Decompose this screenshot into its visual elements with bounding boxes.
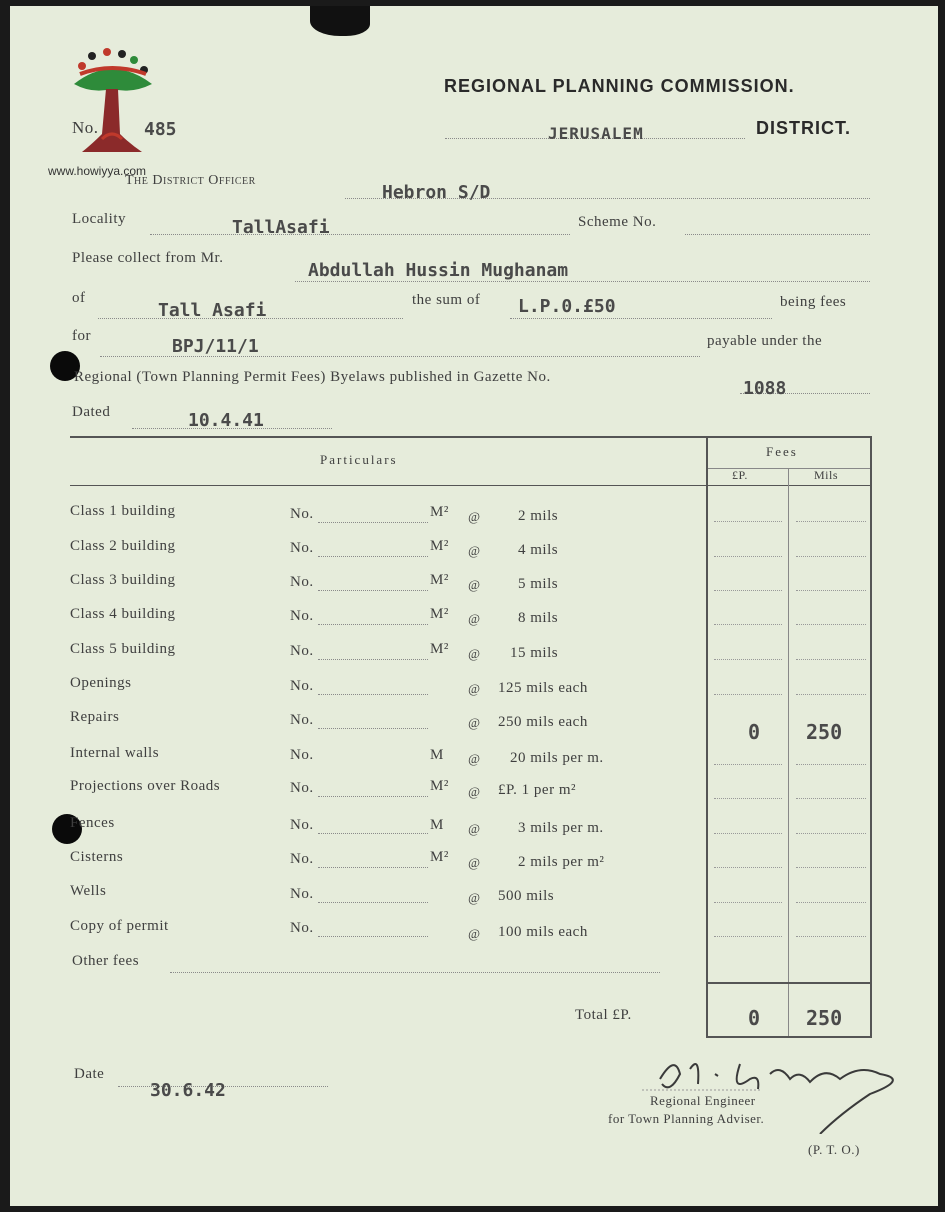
row-dots: [318, 902, 428, 903]
collect-value: Abdullah Hussin Mughanam: [308, 260, 569, 281]
gazette-value: 1088: [743, 378, 787, 399]
row-rate: 125 mils each: [498, 680, 588, 696]
being-fees: being fees: [780, 294, 847, 310]
footer-date-label: Date: [74, 1066, 105, 1082]
row-at: @: [468, 784, 481, 799]
row-rate: 2 mils: [518, 508, 559, 524]
form-title: REGIONAL PLANNING COMMISSION.: [444, 76, 795, 96]
fees-right-rule: [870, 438, 872, 1038]
row-name: Copy of permit: [70, 918, 169, 934]
fee-cell-dash: [714, 867, 782, 868]
row-rate: 15 mils: [510, 645, 559, 661]
scheme-line: [685, 234, 870, 235]
fee-cell-dash: [796, 624, 866, 625]
sum-value: L.P.0.£50: [518, 296, 616, 317]
row-no: No.: [290, 817, 314, 833]
row-no: No.: [290, 643, 314, 659]
locality-label: Locality: [72, 211, 126, 227]
district-label: DISTRICT.: [756, 118, 852, 138]
row-name: Repairs: [70, 709, 120, 725]
row-dots: [318, 728, 428, 729]
row-name: Fences: [70, 815, 115, 831]
fee-cell-dash: [796, 556, 866, 557]
locality-line: [150, 234, 570, 235]
row-rate: 4 mils: [518, 542, 559, 558]
row-unit: M: [430, 747, 444, 763]
fee-cell-dash: [796, 902, 866, 903]
row-name: Other fees: [72, 953, 140, 969]
row-at: @: [468, 577, 481, 592]
fee-cell-dash: [796, 694, 866, 695]
fee-cell-dash: [796, 590, 866, 591]
row-no: No.: [290, 920, 314, 936]
table-header-rule: [70, 485, 872, 486]
to-value: Hebron S/D: [382, 182, 491, 203]
total-mils-value: 250: [806, 1006, 843, 1030]
row-rate: 5 mils: [518, 576, 559, 592]
row-rate: 20 mils per m.: [510, 750, 604, 766]
fee-cell-dash: [714, 764, 782, 765]
of-value: Tall Asafi: [158, 300, 267, 321]
payable-under: payable under the: [707, 333, 823, 349]
row-at: @: [468, 611, 481, 626]
for-label: for: [72, 328, 91, 344]
row-dots: [170, 972, 660, 973]
collect-label: Please collect from Mr.: [72, 250, 224, 266]
row-no: No.: [290, 712, 314, 728]
number-value: 485: [144, 119, 177, 140]
row-unit: M²: [430, 849, 449, 865]
row-dots: [318, 867, 428, 868]
row-rate: 250 mils each: [498, 714, 588, 730]
fee-cell-dash: [796, 521, 866, 522]
particulars-header: Particulars: [320, 452, 398, 467]
fee-cell-dash: [796, 936, 866, 937]
repairs-mils-value: 250: [806, 720, 843, 744]
district-value: JERUSALEM: [548, 124, 644, 143]
row-name: Projections over Roads: [70, 778, 221, 794]
row-dots: [318, 936, 428, 937]
row-unit: M²: [430, 538, 449, 554]
row-rate: 8 mils: [518, 610, 559, 626]
fee-cell-dash: [796, 867, 866, 868]
row-rate: 3 mils per m.: [518, 820, 604, 836]
row-unit: M²: [430, 641, 449, 657]
fee-cell-dash: [796, 798, 866, 799]
tear-mark: [310, 6, 370, 36]
row-dots: [318, 522, 428, 523]
sum-line: [510, 318, 772, 319]
scheme-label: Scheme No.: [578, 214, 657, 230]
dated-value: 10.4.41: [188, 410, 264, 431]
row-dots: [318, 833, 428, 834]
fee-cell-dash: [796, 764, 866, 765]
row-dots: [318, 694, 428, 695]
row-name: Class 4 building: [70, 606, 176, 622]
fee-cell-dash: [714, 556, 782, 557]
row-no: No.: [290, 608, 314, 624]
row-at: @: [468, 646, 481, 661]
lp-header: £P.: [732, 468, 748, 482]
row-dots: [318, 796, 428, 797]
row-rate: 2 mils per m²: [518, 854, 605, 870]
dated-label: Dated: [72, 404, 111, 420]
row-name: Class 5 building: [70, 641, 176, 657]
collect-line: [295, 281, 870, 282]
fee-cell-dash: [714, 798, 782, 799]
row-unit: M²: [430, 778, 449, 794]
row-at: @: [468, 509, 481, 524]
table-top-rule: [70, 436, 872, 438]
row-name: Openings: [70, 675, 132, 691]
footer-date-value: 30.6.42: [150, 1080, 226, 1101]
fee-cell-dash: [714, 624, 782, 625]
fees-mid-rule: [788, 468, 789, 1038]
for-value: BPJ/11/1: [172, 336, 259, 357]
total-top-rule: [706, 982, 872, 984]
signer-title-2: for Town Planning Adviser.: [608, 1111, 765, 1126]
mils-header: Mils: [814, 468, 839, 482]
row-dots: [318, 556, 428, 557]
row-unit: M²: [430, 504, 449, 520]
row-no: No.: [290, 747, 314, 763]
row-at: @: [468, 926, 481, 941]
row-unit: M²: [430, 606, 449, 622]
row-no: No.: [290, 780, 314, 796]
row-at: @: [468, 715, 481, 730]
row-name: Class 2 building: [70, 538, 176, 554]
pto-label: (P. T. O.): [808, 1142, 860, 1157]
of-label: of: [72, 290, 86, 306]
row-dots: [318, 624, 428, 625]
howiyya-logo-icon: [62, 44, 162, 164]
fee-cell-dash: [714, 936, 782, 937]
row-no: No.: [290, 506, 314, 522]
sum-label: the sum of: [412, 292, 481, 308]
row-at: @: [468, 751, 481, 766]
row-rate: £P. 1 per m²: [498, 782, 576, 798]
number-label: No.: [72, 118, 99, 137]
row-name: Internal walls: [70, 745, 160, 761]
row-at: @: [468, 681, 481, 696]
permit-fee-form: [10, 6, 938, 1206]
row-no: No.: [290, 574, 314, 590]
fee-cell-dash: [796, 833, 866, 834]
to-label: The District Officer: [125, 173, 256, 188]
row-at: @: [468, 855, 481, 870]
fee-cell-dash: [714, 659, 782, 660]
regional-text: Regional (Town Planning Permit Fees) Byelaws published in Gazette No.: [74, 369, 551, 385]
row-dots: [318, 659, 428, 660]
row-name: Wells: [70, 883, 107, 899]
locality-value: TallAsafi: [232, 217, 330, 238]
repairs-lp-value: 0: [748, 720, 761, 744]
row-rate: 100 mils each: [498, 924, 588, 940]
row-unit: M: [430, 817, 444, 833]
row-name: Cisterns: [70, 849, 124, 865]
row-at: @: [468, 890, 481, 905]
row-dots: [318, 590, 428, 591]
total-label: Total £P.: [575, 1007, 632, 1023]
logo-url: www.howiyya.com: [48, 164, 147, 178]
row-name: Class 3 building: [70, 572, 176, 588]
row-no: No.: [290, 886, 314, 902]
row-unit: M²: [430, 572, 449, 588]
fees-header: Fees: [766, 444, 798, 459]
fee-cell-dash: [714, 902, 782, 903]
row-at: @: [468, 821, 481, 836]
total-lp-value: 0: [748, 1006, 761, 1030]
fee-cell-dash: [714, 833, 782, 834]
fee-cell-dash: [714, 590, 782, 591]
fee-cell-dash: [796, 659, 866, 660]
fee-cell-dash: [714, 694, 782, 695]
row-name: Class 1 building: [70, 503, 176, 519]
row-at: @: [468, 543, 481, 558]
row-no: No.: [290, 540, 314, 556]
fee-cell-dash: [714, 521, 782, 522]
row-no: No.: [290, 678, 314, 694]
fees-left-rule: [706, 438, 708, 1038]
row-no: No.: [290, 851, 314, 867]
signer-title-1: Regional Engineer: [650, 1093, 756, 1108]
row-rate: 500 mils: [498, 888, 555, 904]
